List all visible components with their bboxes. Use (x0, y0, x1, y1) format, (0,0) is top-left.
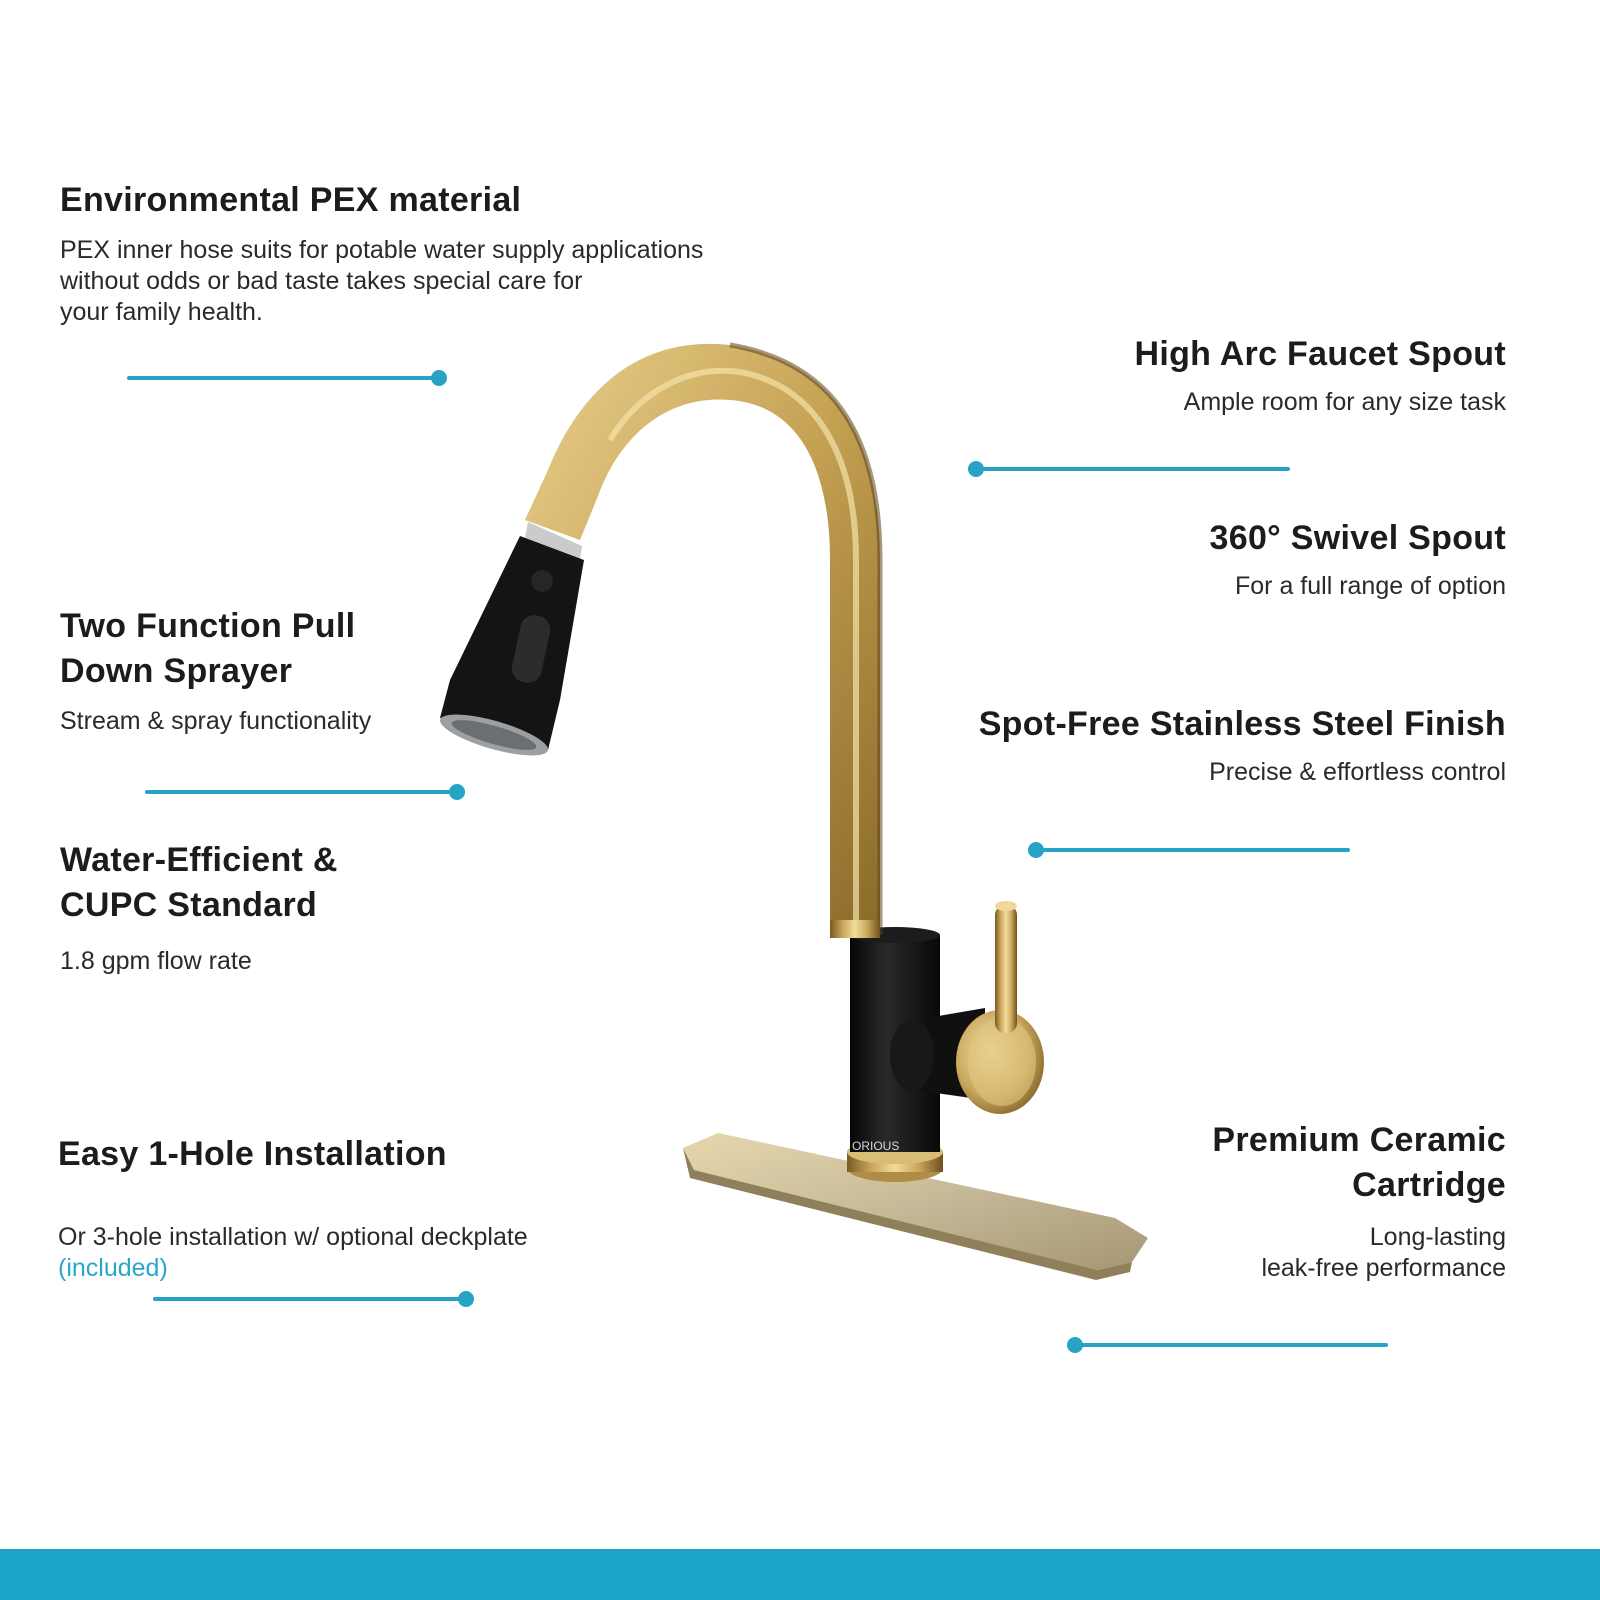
feature-title: Premium Ceramic Cartridge (1212, 1121, 1506, 1204)
feature-description-text: Or 3-hole installation w/ optional deckplate (58, 1223, 528, 1251)
sprayer-head (436, 522, 584, 764)
feature-title: Easy 1-Hole Installation (58, 1135, 447, 1173)
feature-title: Water-Efficient & CUPC Standard (60, 841, 338, 924)
faucet-image (420, 300, 1160, 1280)
feature-description: Precise & effortless control (1209, 758, 1506, 786)
callout-line (153, 1297, 466, 1301)
brand-mark: ORIOUS (852, 1139, 900, 1153)
callout-line (1075, 1343, 1388, 1347)
feature-title: Two Function Pull Down Sprayer (60, 607, 356, 690)
feature-description: 1.8 gpm flow rate (60, 947, 252, 975)
feature-title: 360° Swivel Spout (1209, 519, 1506, 557)
feature-pull-down-sprayer (60, 604, 460, 737)
handle-lever (995, 905, 1017, 1033)
sprayer-button-small-icon (531, 570, 553, 592)
included-note: (included) (58, 1254, 168, 1282)
feature-description: Long-lasting leak-free performance (1261, 1223, 1506, 1282)
callout-line (127, 376, 439, 380)
feature-title: High Arc Faucet Spout (1134, 335, 1506, 373)
feature-description: PEX inner hose suits for potable water supply applications without odds or bad taste takes special care for your family health. (60, 236, 704, 326)
feature-title: Spot-Free Stainless Steel Finish (978, 705, 1506, 743)
feature-description: For a full range of option (1235, 572, 1506, 600)
callout-dot (1067, 1337, 1083, 1353)
arc-spout (525, 344, 880, 938)
bottom-accent-bar (0, 1549, 1600, 1600)
feature-description: Ample room for any size task (1183, 388, 1506, 416)
callout-dot (458, 1291, 474, 1307)
feature-description: Stream & spray functionality (60, 707, 372, 735)
feature-title: Environmental PEX material (60, 181, 522, 219)
callout-line (145, 790, 457, 794)
feature-water-efficient (60, 838, 480, 977)
